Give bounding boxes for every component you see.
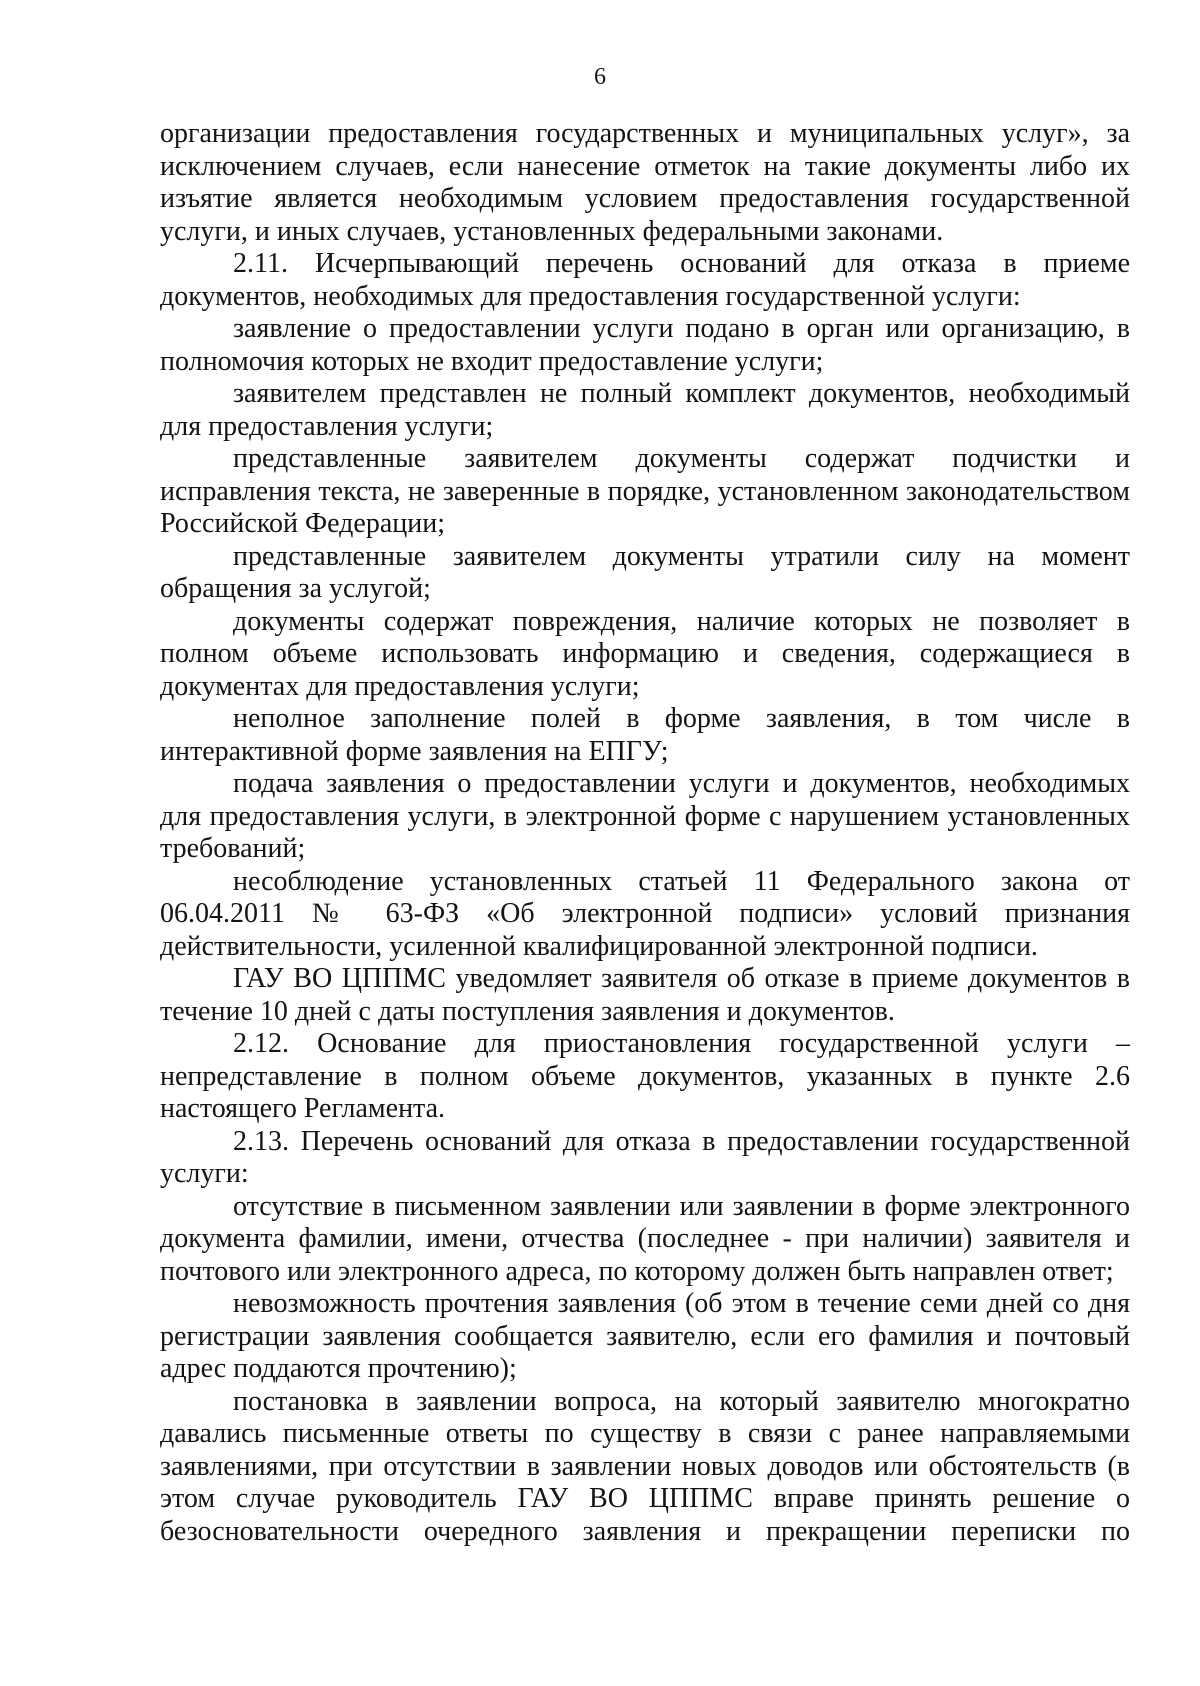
paragraph-2-11-heading: 2.11. Исчерпывающий перечень оснований для отказа в приеме документов, необходимых для предоставления государственной услуги: xyxy=(160,248,1130,312)
paragraph-denial-reason: отсутствие в письменном заявлении или заявлении в форме электронного документа фамилии, имени, отчества (последнее - при наличии) заявителя и почтового или электронного адреса, по которому должен быть направлен ответ; xyxy=(160,1190,1130,1287)
paragraph-2-13-heading: 2.13. Перечень оснований для отказа в предоставлении государственной услуги: xyxy=(160,1125,1130,1189)
paragraph-denial-reason: невозможность прочтения заявления (об этом в течение семи дней со дня регистрации заявления сообщается заявителю, если его фамилия и почтовый адрес поддаются прочтению); xyxy=(160,1288,1130,1384)
paragraph-refusal-reason: несоблюдение установленных статьей 11 Федерального закона от 06.04.2011 № 63-ФЗ «Об электронной подписи» условий признания действительности, усиленной квалифицированной электронной подписи. xyxy=(160,865,1130,962)
paragraph-refusal-reason: подача заявления о предоставлении услуги и документов, необходимых для предоставления услуги, в электронной форме с нарушением установленных требований; xyxy=(160,768,1130,864)
paragraph-refusal-reason: представленные заявителем документы утратили силу на момент обращения за услугой; xyxy=(160,540,1130,604)
paragraph-continuation: организации предоставления государственных и муниципальных услуг», за исключением случаев, если нанесение отметок на такие документы либо их изъятие является необходимым условием предоставления государственной услуги, и иных случаев, установленных федеральными законами. xyxy=(160,118,1130,247)
body-text xyxy=(160,118,1130,1548)
paragraph-refusal-reason: неполное заполнение полей в форме заявления, в том числе в интерактивной форме заявления на ЕПГУ; xyxy=(160,703,1130,767)
paragraph-refusal-reason: заявителем представлен не полный комплект документов, необходимый для предоставления услуги; xyxy=(160,378,1130,442)
page-number: 6 xyxy=(594,64,606,90)
paragraph-2-12: 2.12. Основание для приостановления государственной услуги – непредставление в полном объеме документов, указанных в пункте 2.6 настоящего Регламента. xyxy=(160,1028,1130,1124)
paragraph-notification: ГАУ ВО ЦППМС уведомляет заявителя об отказе в приеме документов в течение 10 дней с даты поступления заявления и документов. xyxy=(160,963,1130,1027)
paragraph-denial-reason: постановка в заявлении вопроса, на который заявителю многократно давались письменные ответы по существу в связи с ранее направляемыми заявлениями, при отсутствии в заявлении новых доводов или обстоятельств (в этом случае руководитель ГАУ ВО ЦППМС вправе принять решение о безосновательности очередного заявления и прекращении переписки по xyxy=(160,1385,1130,1547)
paragraph-refusal-reason: документы содержат повреждения, наличие которых не позволяет в полном объеме использовать информацию и сведения, содержащиеся в документах для предоставления услуги; xyxy=(160,605,1130,702)
paragraph-refusal-reason: представленные заявителем документы содержат подчистки и исправления текста, не заверенные в порядке, установленном законодательством Российской Федерации; xyxy=(160,443,1130,539)
paragraph-refusal-reason: заявление о предоставлении услуги подано в орган или организацию, в полномочия которых не входит предоставление услуги; xyxy=(160,313,1130,377)
